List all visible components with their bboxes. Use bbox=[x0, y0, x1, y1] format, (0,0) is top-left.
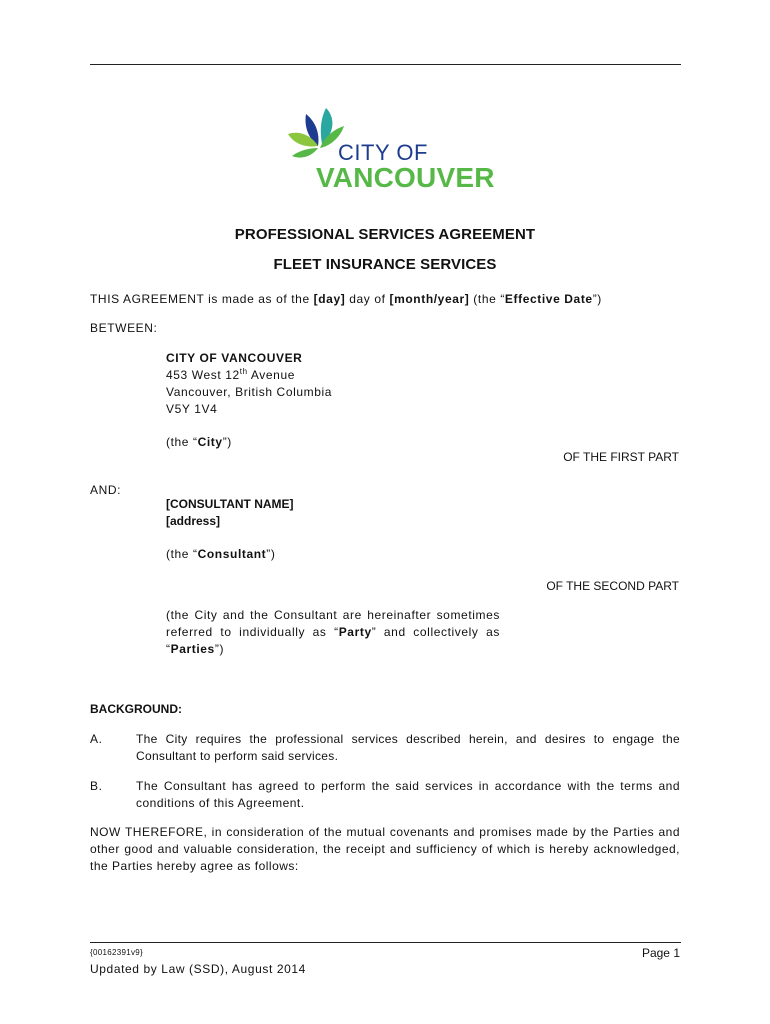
city-address-3: V5Y 1V4 bbox=[166, 402, 218, 416]
parties-note-pre: (the City and the Consultant are hereinafter sometimes referred to individually as “ bbox=[166, 608, 500, 639]
parties-note-parties: Parties bbox=[170, 642, 215, 656]
parties-note bbox=[166, 607, 500, 658]
logo-line1: CITY OF bbox=[338, 140, 428, 165]
footer-doc-id: {00162391v9} bbox=[90, 948, 143, 957]
background-item-b-text: The Consultant has agreed to perform the said services in accordance with the terms and conditions of this Agreement. bbox=[136, 779, 680, 810]
city-definition bbox=[166, 434, 232, 451]
background-heading: BACKGROUND: bbox=[90, 702, 182, 716]
intro-day: [day] bbox=[313, 292, 346, 306]
intro-line bbox=[90, 291, 690, 308]
intro-effective-date: Effective Date bbox=[504, 292, 593, 306]
consultant-name: [CONSULTANT NAME] bbox=[166, 497, 294, 511]
city-def-pre: (the “ bbox=[166, 435, 198, 449]
consultant-def-post: ”) bbox=[266, 547, 276, 561]
city-logo bbox=[286, 104, 495, 194]
city-name: CITY OF VANCOUVER bbox=[166, 351, 303, 365]
footer-rule bbox=[90, 942, 681, 943]
parties-note-party: Party bbox=[338, 625, 372, 639]
between-label: BETWEEN: bbox=[90, 321, 158, 335]
consultant-address: [address] bbox=[166, 514, 221, 528]
first-part-label: OF THE FIRST PART bbox=[563, 450, 679, 464]
document-title: PROFESSIONAL SERVICES AGREEMENT bbox=[234, 226, 536, 243]
consultant-def-pre: (the “ bbox=[166, 547, 198, 561]
and-label: AND: bbox=[90, 483, 122, 497]
top-rule bbox=[90, 64, 681, 65]
city-address-1-post: Avenue bbox=[247, 368, 295, 382]
city-def-term: City bbox=[197, 435, 223, 449]
footer-page-number: Page 1 bbox=[641, 946, 680, 960]
parties-note-mid: ” and collectively as “ bbox=[166, 625, 500, 656]
intro-mid2: (the “ bbox=[469, 292, 505, 306]
consultant-def-term: Consultant bbox=[197, 547, 267, 561]
background-item-a-label: A. bbox=[90, 732, 103, 746]
logo-line2: VANCOUVER bbox=[316, 162, 495, 193]
document-subtitle: FLEET INSURANCE SERVICES bbox=[273, 256, 497, 273]
second-part-label: OF THE SECOND PART bbox=[546, 579, 679, 593]
background-item-b-label: B. bbox=[90, 779, 103, 793]
intro-mid1: day of bbox=[345, 292, 390, 306]
city-address-1-pre: 453 West 12 bbox=[166, 368, 240, 382]
intro-post: ”) bbox=[592, 292, 602, 306]
consultant-definition bbox=[166, 546, 275, 563]
city-address-2: Vancouver, British Columbia bbox=[166, 385, 333, 399]
city-address-1-sup: th bbox=[239, 367, 248, 376]
intro-pre: THIS AGREEMENT is made as of the bbox=[90, 292, 314, 306]
city-def-post: ”) bbox=[222, 435, 232, 449]
intro-month: [month/year] bbox=[389, 292, 470, 306]
city-address-1 bbox=[166, 367, 295, 384]
parties-note-post: ”) bbox=[214, 642, 225, 656]
background-item-a-text: The City requires the professional services described herein, and desires to engage the Consultant to perform said services. bbox=[136, 732, 680, 763]
footer-updated: Updated by Law (SSD), August 2014 bbox=[90, 962, 306, 976]
now-therefore-paragraph: NOW THEREFORE, in consideration of the mutual covenants and promises made by the Parties and other good and valuable consideration, the receipt and sufficiency of which is hereby acknowledged, the Parties hereby agree as follows: bbox=[90, 825, 680, 873]
